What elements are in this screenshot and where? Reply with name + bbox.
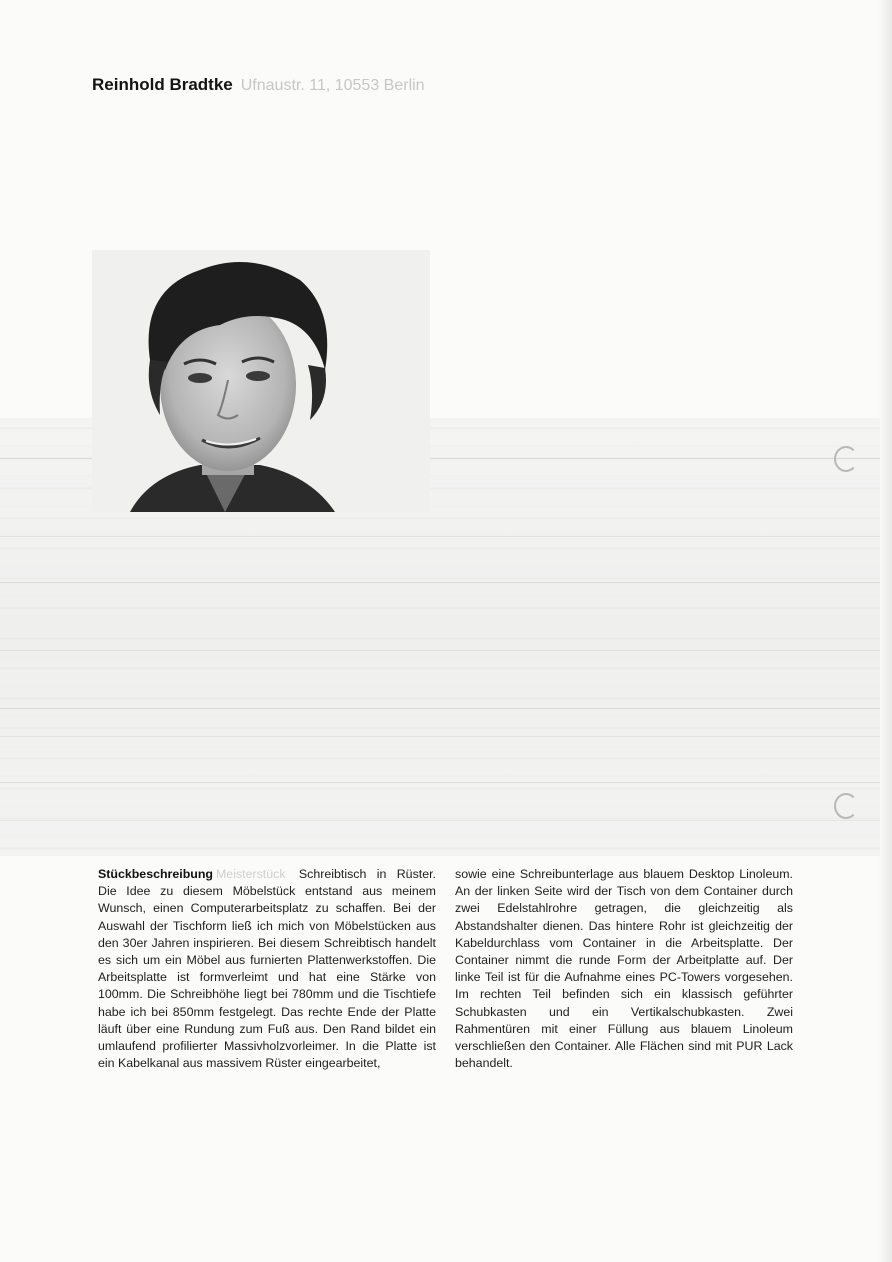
author-name: Reinhold Bradtke <box>92 75 233 94</box>
description-text-left: Schreibtisch in Rüster. Die Idee zu diesem Möbelstück entstand aus meinem Wunsch, einen Computerarbeitsplatz zu schaffen. Bei der Auswahl der Tischform ließ ich mich von Möbelstücken aus den 30er Jahren inspirieren. Bei diesem Schreibtisch handelt es sich um ein Möbel aus furnierten Plattenwerkstoffen. Die Arbeitsplatte ist formverleimt und hat eine Stärke von 100mm. Die Schreibhöhe liegt bei 780mm und die Tischtiefe habe ich bei 850mm festgelegt. Das rechte Ende der Platte läuft über eine Rundung zum Fuß aus. Den Rand bildet ein umlaufend profilierter Massivholzvorleimer. In die Platte ist ein Kabelkanal aus massivem Rüster eingearbeitet, <box>98 867 436 1071</box>
description-sublabel: Meisterstück <box>215 867 286 881</box>
description-right-column <box>455 866 793 1072</box>
page-edge <box>878 0 892 1262</box>
author-address: Ufnaustr. 11, 10553 Berlin <box>240 77 425 94</box>
page-header <box>92 74 425 97</box>
description-text-right: sowie eine Schreibunterlage aus blauem Desktop Linoleum. An der linken Seite wird der Tisch von dem Container durch zwei Edelstahlrohre getragen, die gleichzeitig als Abstandshalter dienen. Das hintere Rohr ist gleichzeitig der Kabeldurchlass vom Container in die Arbeitsplatte. Der Container nimmt die runde Form der Arbeitplatte auf. Der linke Teil ist für die Aufnahme eines PC-Towers vorgesehen. Im rechten Teil befinden sich ein klassisch geführter Schubkasten und ein Vertikalschubkasten. Zwei Rahmentüren mit einer Füllung aus blauem Linoleum verschließen den Container. Alle Flächen sind mit PUR Lack behandelt. <box>455 867 793 1071</box>
description-left-column <box>98 866 436 1072</box>
binder-ring-hole-icon <box>834 446 858 472</box>
portrait-photo <box>110 250 342 512</box>
binder-ring-hole-icon <box>834 793 858 819</box>
description-label: Stückbeschreibung <box>98 867 213 881</box>
